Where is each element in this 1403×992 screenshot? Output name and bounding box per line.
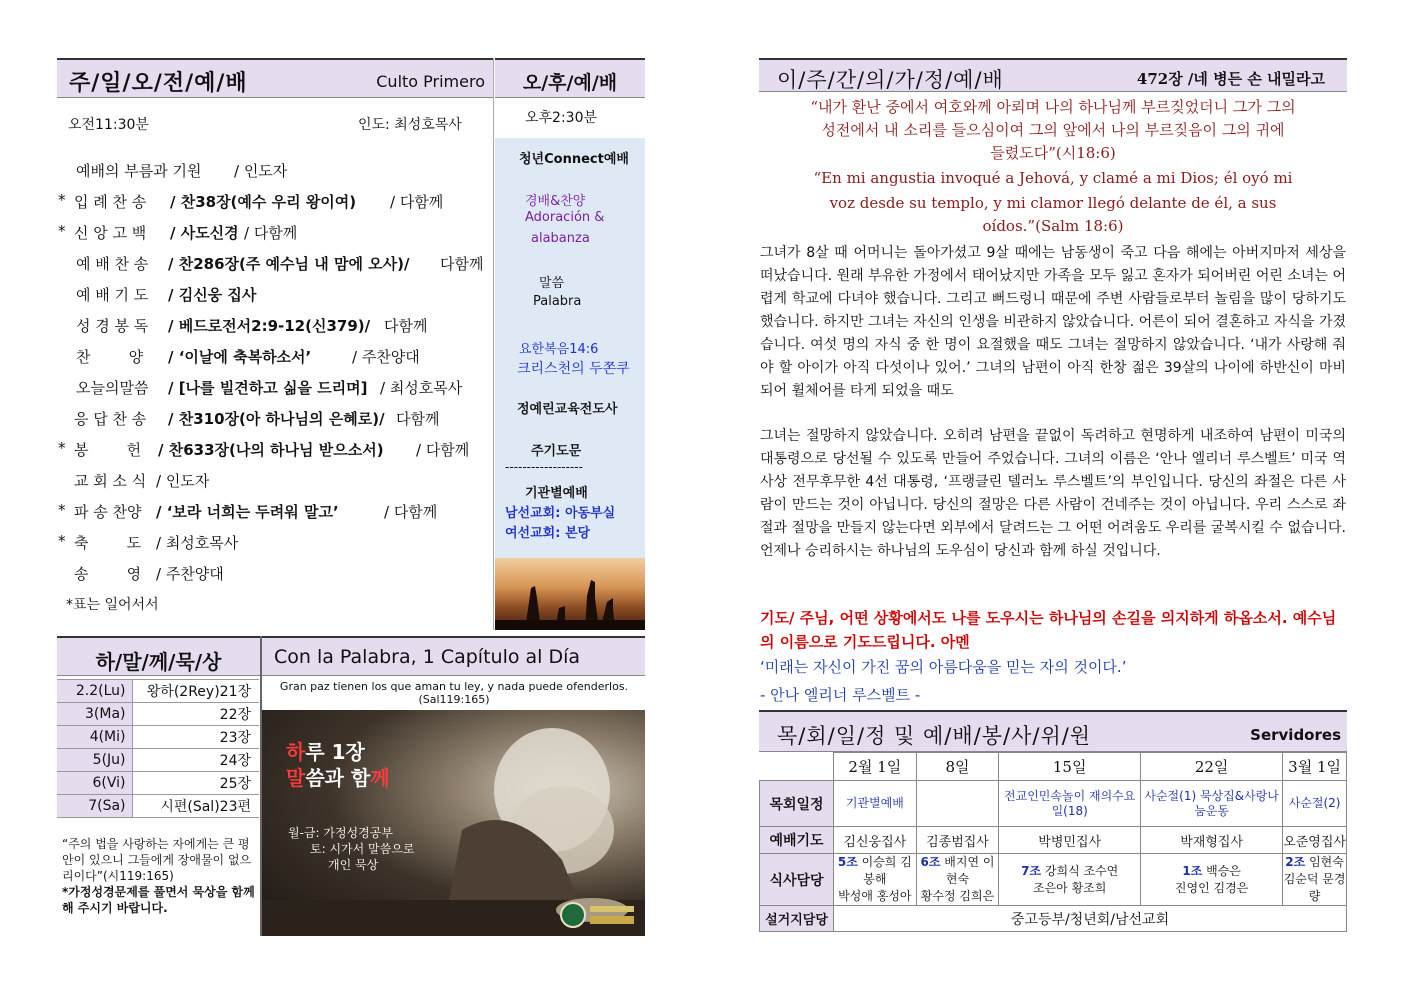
table-row (760, 781, 1347, 827)
order-mark: * (58, 222, 66, 240)
image-title-line-2 (286, 762, 390, 791)
order-content: / 찬38장(예수 우리 왕이여) (170, 193, 357, 211)
closing-prayer: 주기도문 (531, 444, 582, 459)
meal-cell (999, 854, 1141, 906)
schedule-title: 목/회/일/정 및 예/배/봉/사/위/원 (777, 724, 1092, 748)
church-logo-mark (590, 916, 634, 924)
meditation-note (62, 836, 258, 916)
reading-day: 4(Mi) (57, 726, 132, 749)
worship-es-2: alabanza (531, 231, 590, 246)
church-logo-icon (560, 902, 586, 928)
table-row (760, 854, 1347, 906)
meal-line: 임현숙 (1309, 855, 1344, 869)
reading-day: 5(Ju) (57, 749, 132, 772)
family-worship-header (759, 58, 1347, 92)
group-service: 기관별예배 (525, 486, 588, 501)
image-title-line-1 (286, 736, 365, 765)
afternoon-service-panel (495, 98, 645, 558)
quote-text: ‘미래는 자신이 가진 꿈의 아름다움을 믿는 자의 것이다.’ (760, 658, 1127, 676)
date-cell: 2월 1일 (834, 753, 917, 781)
table-row (760, 827, 1347, 854)
worship-hands-image (495, 558, 645, 630)
standing-footnote: *표는 일어서서 (66, 597, 159, 613)
afternoon-scripture: 요한복음14:6 (519, 342, 599, 357)
table-row (57, 772, 259, 795)
order-content: / 찬286장(주 예수님 내 맘에 오사)/ (168, 255, 410, 273)
schedule-header (759, 710, 1347, 752)
order-label: 예 배 기 도 (76, 286, 149, 304)
verse-spanish-line: voz desde su templo, y mi clamor llegó delante de él, a sus (829, 194, 1277, 212)
order-who: / 다함께 (244, 224, 298, 242)
reading-day: 3(Ma) (57, 703, 132, 726)
order-who: / 인도자 (156, 472, 210, 490)
service-schedule-table (759, 752, 1347, 932)
order-who: 다함께 (440, 255, 484, 273)
reading-ref: 22장 (132, 703, 259, 726)
order-content: / 찬310장(아 하나님의 은혜로)/ (168, 410, 385, 428)
date-cell: 8일 (916, 753, 999, 781)
table-row (760, 753, 1347, 781)
quote-author: - 안나 엘리너 루스벨트 - (760, 686, 921, 704)
reading-ref: 시편(Sal)23편 (132, 795, 259, 818)
row-label: 예배기도 (760, 827, 834, 854)
date-cell: 3월 1일 (1283, 753, 1347, 781)
story-paragraph-2: 그녀는 절망하지 않았습니다. 오히려 남편을 끝없이 독려하고 현명하게 내조하여 남편이 미국의 대통령으로 당선될 수 있도록 만들어 주었습니다. 그녀의 이름은 ‘안나 엘리너 루스벨트’ 미국 역사상 전무후무한 4선 대통령, ‘프랭클린 델러노 루스벨트’의 부인입니다. 당신의 좌절은 다른 사람이 만드는 것이 아닙니다. 당신의 절망은 다른 사람이 건네주는 것이 아닙니다. 우리 스스로 좌절과 절망을 만들지 않는다면 외부에서 달려드는 그 어떤 어려움도 우리를 굴복시킬 수 없습니다. 언제나 승리하시는 하나님의 도우심이 당신과 함께 하실 것입니다. (760, 428, 1346, 559)
image-title-2-lead: 말 (286, 766, 306, 790)
afternoon-time: 오후2:30분 (525, 110, 598, 126)
image-title-2-mid: 씀과 함 (305, 766, 371, 790)
meal-line: 김순덕 문경량 (1283, 872, 1346, 903)
reading-day: 7(Sa) (57, 795, 132, 818)
schedule-subtitle: Servidores (1250, 726, 1341, 744)
order-who: / 다함께 (416, 441, 470, 459)
row-label: 목회일정 (760, 781, 834, 827)
praying-man-image (262, 710, 645, 936)
meal-cell (1141, 854, 1283, 906)
date-cell: 15일 (999, 753, 1141, 781)
order-who: / 다함께 (384, 503, 438, 521)
verse-spanish-line: “En mi angustia invoqué a Jehová, y clamé a mi Dios; él oyó mi (813, 169, 1293, 187)
afternoon-service-title: 오/후/예/배 (522, 72, 618, 94)
word-ko: 말씀 (539, 276, 565, 291)
afternoon-sermon: 크리스천의 두쫀쿠 (517, 361, 630, 377)
order-who: / 최성호목사 (156, 534, 239, 552)
youth-service: 청년Connect예배 (519, 152, 629, 167)
meditation-title: 하/말/께/묵/상 (95, 650, 222, 674)
meal-team: 1조 (1182, 863, 1203, 878)
palabra-verse: Gran paz tienen los que aman tu ley, y nada puede ofenderlos. (Sal119:165) (279, 680, 629, 706)
empty-corner-cell (760, 753, 834, 781)
order-content: / ‘보라 너희는 두려워 말고’ (156, 503, 339, 521)
order-label: 입 례 찬 송 (74, 193, 147, 211)
prayer-cell: 박병민집사 (999, 827, 1141, 854)
reading-ref: 23장 (132, 726, 259, 749)
mens-mission-location: 남선교회: 아동부실 (505, 506, 616, 521)
afternoon-divider: ------------------ (505, 460, 583, 474)
order-content: / ‘이날에 축복하소서’ (168, 348, 312, 366)
pastoral-cell: 사순절(2) (1283, 781, 1347, 827)
pastoral-cell: 전교인민속놀이 재의수요일(18) (999, 781, 1141, 827)
reading-ref: 25장 (132, 772, 259, 795)
palabra-title: Con la Palabra, 1 Capítulo al Día (274, 646, 581, 668)
order-who: 다함께 (396, 410, 440, 428)
family-worship-hymn: 472장 /네 병든 손 내밀라고 (1136, 70, 1325, 88)
meal-team: 6조 (920, 855, 941, 869)
order-label: 신 앙 고 백 (74, 224, 147, 242)
pastoral-cell: 사순절(1) 묵상집&사랑나눔운동 (1141, 781, 1283, 827)
table-row (57, 749, 259, 772)
order-who: / 인도자 (234, 162, 288, 180)
prayer-cell: 박재형집사 (1141, 827, 1283, 854)
meal-team: 2조 (1285, 855, 1306, 869)
story-paragraph-1: 그녀가 8살 때 어머니는 돌아가셨고 9살 때에는 남동생이 죽고 다음 해에는 아버지마저 세상을 떠났습니다. 원래 부유한 가정에서 태어났지만 가족을 모두 잃고 혼자가 되어버린 어린 소녀는 어렵게 학교에 다녀야 했습니다. 그리고 뻐드렁니 때문에 주변 사람들로부터 놀림을 많이 당하기도 했습니다. 하지만 그녀는 자신의 인생을 비관하지 않았습니다. 어른이 되어 결혼하고 자식을 가졌습니다. 여섯 명의 자식 중 한 명이 요절했을 때도 그녀는 절망하지 않았습니다. ‘내가 사랑해 줘야 할 아이가 아직 다섯이나 있어.’ 그녀의 남편이 아직 한창 젊은 39살의 나이에 하반신이 마비되어 휠체어를 타게 되었을 때도 (760, 245, 1346, 399)
reading-day: 6(Vi) (57, 772, 132, 795)
image-title-1-rest: 루 1장 (305, 740, 365, 764)
image-note-2: 토: 시가서 말씀으로 (310, 842, 415, 856)
order-content: / [나를 빌견하고 싦을 드리며] (168, 379, 368, 397)
verse-korean-line: 들렸도다”(시18:6) (990, 144, 1116, 162)
order-content: / 베드로전서2:9-12(신379)/ (168, 317, 371, 335)
verse-korean-line: “내가 환난 중에서 여호와께 아뢰며 나의 하나님께 부르짖었더니 그가 그의 (810, 98, 1296, 116)
order-who: / 주찬양대 (156, 565, 224, 583)
column-divider (493, 58, 494, 630)
order-label: 성 경 봉 독 (76, 317, 149, 335)
order-who: / 다함께 (390, 193, 444, 211)
reading-day: 2.2(Lu) (57, 680, 132, 703)
prayer-cell: 김종범집사 (916, 827, 999, 854)
order-label: 찬 양 (76, 348, 144, 366)
meal-line: 배지연 이현숙 (944, 855, 995, 886)
row-label: 식사담당 (760, 854, 834, 906)
closing-prayer-text: 기도/ 주님, 어떤 상황에서도 나를 도우시는 하나님의 손길을 의지하게 하옵소서. 예수님의 이름으로 기도드립니다. 아멘 (760, 609, 1337, 651)
order-label: 예 배 찬 송 (76, 255, 149, 273)
image-note-3: 개인 묵상 (328, 858, 379, 872)
afternoon-service-header (495, 58, 645, 98)
word-es: Palabra (533, 294, 582, 309)
meal-team: 7조 (1021, 863, 1042, 878)
table-row (57, 680, 259, 703)
meal-line: 박성애 홍성아 (838, 889, 912, 903)
order-content: / 김신웅 집사 (168, 286, 257, 304)
reading-plan-table (57, 679, 259, 818)
order-mark: * (58, 191, 66, 209)
order-mark: * (58, 532, 66, 550)
meal-cell (1283, 854, 1347, 906)
meal-cell (916, 854, 999, 906)
pastoral-cell: 기관별예배 (834, 781, 917, 827)
meal-line: 조은아 황조희 (1033, 880, 1107, 895)
womens-mission-location: 여선교회: 본당 (505, 526, 591, 541)
order-label: 봉 헌 (74, 441, 142, 459)
morning-service-title: 주/일/오/전/예/배 (69, 71, 248, 96)
pastoral-cell (916, 781, 999, 827)
afternoon-preacher: 정예린교육전도사 (517, 402, 618, 417)
date-cell: 22일 (1141, 753, 1283, 781)
image-note-1: 월-금: 가정성경공부 (288, 826, 393, 840)
worship-es-1: Adoración & (525, 210, 605, 225)
order-mark: * (58, 439, 66, 457)
meal-line: 강희식 조수연 (1044, 863, 1119, 878)
palabra-header (262, 636, 645, 676)
meal-line: 진영인 김경은 (1174, 880, 1249, 895)
order-who: 다함께 (384, 317, 428, 335)
image-title-1-lead: 하 (286, 740, 306, 764)
meditation-instruction: *가정성경문제를 풀면서 묵상을 함께 해 주시기 바랍니다. (62, 885, 255, 915)
order-label: 교 회 소 식 (74, 472, 147, 490)
row-label: 설거지담당 (760, 906, 834, 932)
order-label: 파 송 찬양 (74, 503, 142, 521)
meditation-header (57, 636, 260, 676)
order-content: / 찬633장(나의 하나님 받으소서) (158, 441, 384, 459)
verse-korean-line: 성전에서 내 소리를 들으심이여 그의 앞에서 나의 부르짖음이 그의 귀에 (821, 121, 1285, 139)
table-row (57, 703, 259, 726)
prayer-cell: 오준영집사 (1283, 827, 1347, 854)
morning-leader: 인도: 최성호목사 (358, 117, 462, 133)
prayer-cell: 김신웅집사 (834, 827, 917, 854)
image-title-2-end: 께 (370, 766, 390, 790)
meal-team: 5조 (837, 855, 858, 869)
meditation-verse: “주의 법을 사랑하는 자에게는 큰 평안이 있으니 그들에게 장애물이 없으리이다”(시119:165) (62, 837, 252, 883)
verse-spanish-line: oídos.”(Salm 18:6) (982, 217, 1124, 235)
worship-ko: 경배&찬양 (525, 194, 586, 209)
order-content: / 사도신경 (170, 224, 239, 242)
church-logo-mark (590, 906, 634, 912)
order-label: 응 답 찬 송 (74, 410, 147, 428)
meal-cell (834, 854, 917, 906)
family-worship-title: 이/주/간/의/가/정/예/배 (777, 68, 1004, 92)
reading-ref: 24장 (132, 749, 259, 772)
order-label: 오늘의말씀 (76, 379, 149, 397)
order-label: 축 도 (74, 534, 142, 552)
morning-service-header (57, 58, 493, 98)
meal-line: 이승희 김봉해 (861, 855, 912, 886)
meal-line: 백승은 (1206, 863, 1241, 878)
table-row (57, 726, 259, 749)
meal-line: 황수정 김희은 (920, 889, 995, 903)
order-label: 예배의 부름과 기원 (76, 162, 202, 180)
order-mark: * (58, 501, 66, 519)
table-row (760, 906, 1347, 932)
morning-time: 오전11:30분 (68, 117, 149, 133)
table-row (57, 795, 259, 818)
order-label: 송 영 (74, 565, 142, 583)
raised-hands-silhouette (495, 558, 645, 630)
order-row (58, 160, 492, 184)
order-who: / 최성호목사 (380, 379, 463, 397)
order-who: / 주찬양대 (352, 348, 420, 366)
reading-ref: 왕하(2Rey)21장 (132, 680, 259, 703)
dish-cell: 중고등부/청년회/남선교회 (834, 906, 1347, 932)
morning-service-subtitle: Culto Primero (376, 72, 485, 91)
